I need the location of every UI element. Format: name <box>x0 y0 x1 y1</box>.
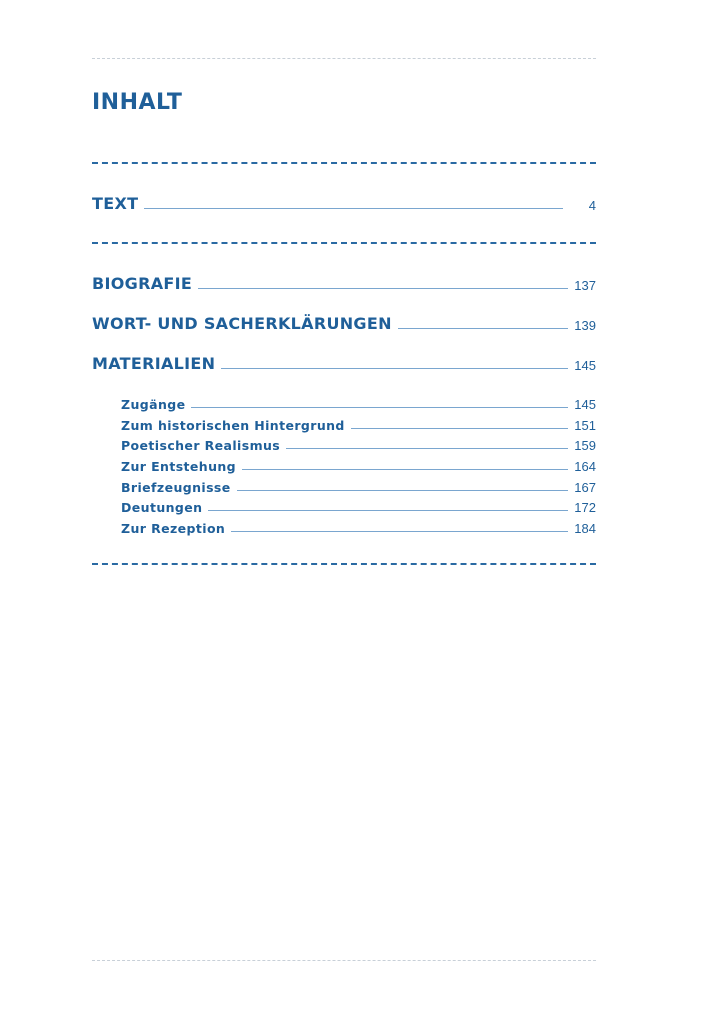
toc-subentry[interactable] <box>121 500 596 515</box>
toc-subentry-label: Zugänge <box>121 397 186 412</box>
toc-subentry[interactable] <box>121 459 596 474</box>
toc-subentry[interactable] <box>121 418 596 433</box>
toc-subentry-page: 164 <box>574 459 596 474</box>
toc-subentry-label: Zur Rezeption <box>121 521 226 536</box>
toc-entry-page: 145 <box>574 358 596 373</box>
section-divider <box>92 162 596 164</box>
section-divider <box>92 242 596 244</box>
dot-leader <box>208 510 568 511</box>
dot-leader <box>221 368 568 369</box>
toc-subentry-page: 159 <box>574 438 596 453</box>
dot-leader <box>242 469 568 470</box>
dot-leader <box>191 407 568 408</box>
toc-subentry[interactable] <box>121 521 596 536</box>
toc-entry-biografie[interactable] <box>92 274 596 293</box>
toc-subentry-page: 167 <box>574 480 596 495</box>
dot-leader <box>398 328 569 329</box>
toc-subentry-label: Zur Entstehung <box>121 459 237 474</box>
toc-subentry-label: Deutungen <box>121 500 203 515</box>
toc-subentry-page: 184 <box>574 521 596 536</box>
toc-entry-materialien[interactable] <box>92 354 596 373</box>
dot-leader <box>237 490 569 491</box>
bottom-page-rule <box>92 960 596 961</box>
dot-leader <box>231 531 568 532</box>
toc-subentry[interactable] <box>121 480 596 495</box>
toc-subentry-label: Briefzeugnisse <box>121 480 231 495</box>
toc-entry-label: BIOGRAFIE <box>92 274 193 293</box>
toc-subentry-label: Zum historischen Hintergrund <box>121 418 345 433</box>
toc-entry-page: 137 <box>574 278 596 293</box>
dot-leader <box>144 208 562 209</box>
toc-subentry-page: 172 <box>574 500 596 515</box>
toc-subentry[interactable] <box>121 438 596 453</box>
toc-subentry-label: Poetischer Realismus <box>121 438 281 453</box>
toc-subentry-page: 145 <box>574 397 596 412</box>
toc-entry-page: 4 <box>588 198 596 213</box>
dot-leader <box>286 448 568 449</box>
section-divider <box>92 563 596 565</box>
toc-title: INHALT <box>92 90 183 115</box>
toc-entry-label: MATERIALIEN <box>92 354 216 373</box>
toc-subentry-page: 151 <box>574 418 596 433</box>
toc-entry-text[interactable] <box>92 194 596 213</box>
toc-entry-label: TEXT <box>92 194 139 213</box>
toc-entry-label: WORT- UND SACHERKLÄRUNGEN <box>92 314 392 333</box>
dot-leader <box>198 288 568 289</box>
toc-entry-wort-und-sacherklaerungen[interactable] <box>92 314 596 333</box>
dot-leader <box>351 428 569 429</box>
toc-entry-page: 139 <box>574 318 596 333</box>
top-page-rule <box>92 58 596 59</box>
toc-subentry[interactable] <box>121 397 596 412</box>
